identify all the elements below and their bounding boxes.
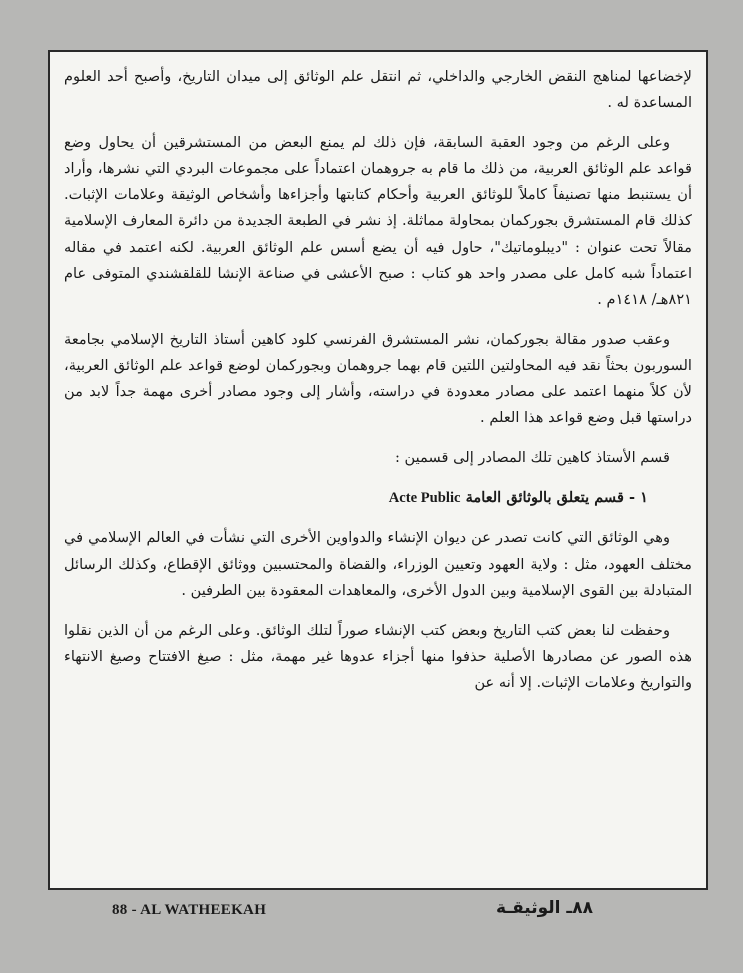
- paragraph-4: قسم الأستاذ كاهين تلك المصادر إلى قسمين :: [394, 449, 670, 467]
- paragraph-1: لإخضاعها لمناهج النقض الخارجي والداخلي، ثم انتقل علم الوثائق إلى ميدان التاريخ، وأصبح أحد العلوم المساعدة له .: [64, 68, 692, 112]
- footer-page-label-arabic: ٨٨ـ الوثيقـة: [495, 898, 593, 918]
- paragraph-2: وعلى الرغم من وجود العقبة السابقة، فإن ذلك لم يمنع البعض من المستشرقين أن يحاول وضع قواعد علم الوثائق العربية، من ذلك ما قام به جروهمان اعتماداً على مجموعات البردي التي نشرها، وأراد أن يستنبط منها تصنيفاً كاملاً للوثائق العربية وأحكام كتابتها وأجزاءها وأشخاص الوثيقة وعلامات الإثبات. كذلك قام المستشرق بجوركمان بمحاولة مماثلة. إذ نشر في الطبعة الجديدة من دائرة المعارف الإسلامية مقالاً تحت عنوان : "ديبلوماتيك"، حاول فيه أن يضع أسس علم الوثائق العربية. لكنه اعتمد في مقاله اعتماداً شبه كامل على مصدر واحد هو كتاب : صبح الأعشى في صناعة الإنشا للقلقشندي المتوفى عام ٨٢١هـ/ ١٤١٨م .: [64, 134, 692, 308]
- section-heading: [64, 485, 692, 511]
- section-heading-arabic: ١ - قسم يتعلق بالوثائق العامة: [465, 489, 648, 507]
- article-body: [64, 64, 692, 710]
- footer-page-label-latin: 88 - AL WATHEEKAH: [112, 902, 267, 918]
- section-heading-latin: Acte Public: [388, 490, 461, 507]
- paragraph-5: وهي الوثائق التي كانت تصدر عن ديوان الإنشاء والدواوين الأخرى التي نشأت في العالم الإسلامي في مختلف العهود، مثل : ولاية العهود وتعيين الوزراء، والقضاة والمحتسبين ووثائق الإقطاع، وكذلك الرسائل المتبادلة بين القوى الإسلامية وبين الدول الأخرى، والمعاهدات المعقودة بين الطرفين .: [64, 529, 692, 599]
- paragraph-3: وعقب صدور مقالة بجوركمان، نشر المستشرق الفرنسي كلود كاهين أستاذ التاريخ الإسلامي بجامعة السوربون بحثاً نقد فيه المحاولتين اللتين قام بهما جروهمان وبجوركمان لوضع قواعد علم الوثائق العربية، لأن كلاً منهما اعتمد على مصادر معدودة في دراسته، وأشار إلى وجود مصادر أخرى مهمة جداً لابد من دراستها قبل وضع قواعد هذا العلم .: [64, 330, 692, 427]
- paragraph-6: وحفظت لنا بعض كتب التاريخ وبعض كتب الإنشاء صوراً لتلك الوثائق. وعلى الرغم من أن الذين نقلوا هذه الصور عن مصادرها الأصلية حذفوا منها أجزاء عدوها غير مهمة، مثل : صيغ الافتتاح وصيغ الانتهاء والتواريخ وعلامات الإثبات. إلا أنه عن: [64, 621, 692, 691]
